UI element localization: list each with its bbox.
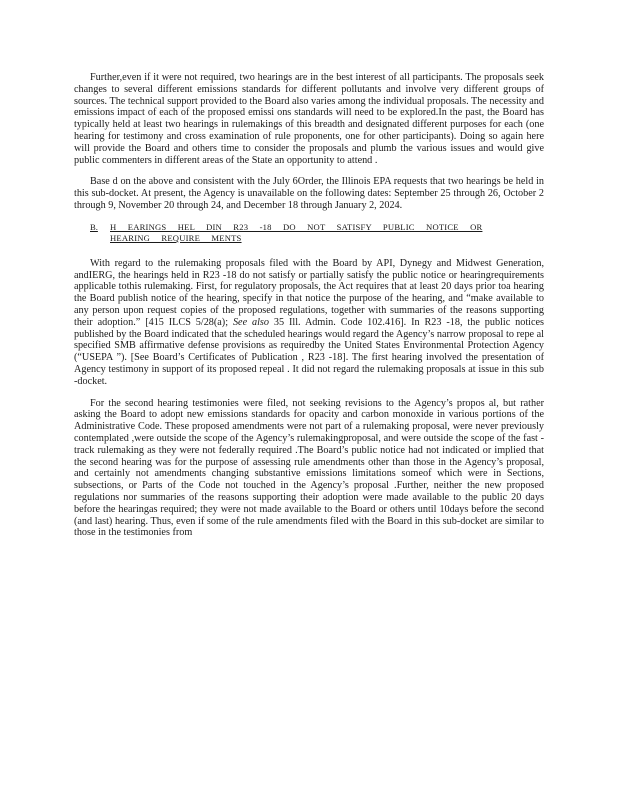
paragraph-second-hearing: For the second hearing testimonies were filed, not seeking revisions to the Agency’s propos al, but rather asking the Board to adopt new emissions standards for opacity and carbon monoxide in various portions of the Administrative Code. These proposed amendments were not part of a rulemaking proposal, were never previously contemplated ,were outside the scope of the Agency’s rulemakingproposal, and were outside the scope of the fast - track rulemaking as they were not federally required .The Board’s public notice had not indicated or implied that the second hearing was for the purpose of assessing rule amendments other than those in the Agency’s proposal, and certainly not amendments changing substantive emissions limitations someof which were in Sections, subsections, or Parts of the Code not touched in the Agency’s proposal .Further, neither the new proposed regulations nor summaries of the reasons supporting their adoption were made available to the public 20 days before the hearingas required; they were not made available to the Board or others until 10days before the second (and last) hearing. Thus, even if some of the rule amendments filed with the Board in this sub-docket are similar to those in the testimonies from (74, 397, 544, 539)
paragraph-request-two-hearings: Base d on the above and consistent with the July 6Order, the Illinois EPA requests that two hearings be held in this sub-docket. At present, the Agency is unavailable on the following dates: September 25 through 26, October 2 through 9, November 20 through 24, and December 18 through January 2, 2024. (74, 176, 544, 211)
section-heading-text: H EARINGS HEL DIN R23 -18 DO NOT SATISFY PUBLIC NOTICE OR HEARING REQUIRE MENTS (110, 221, 483, 243)
paragraph-public-notice (74, 258, 544, 388)
paragraph-public-notice-part2: 35 Ill. Admin. Code 102.416]. In R23 -18, the public notices published by the Board indicated that the scheduled hearings would regard the Agency’s narrow proposal to repe al specified SMB affirmative defense provisions as requiredby the United States Environmental Protection Agency (“USEPA ”). [See Board’s Certificates of Publication , R23 -18]. The first hearing involved the presentation of Agency testimony in support of its proposed repeal . It did not regard the rulemaking proposals at issue in this sub -docket. (74, 316, 545, 387)
see-also-citation: See also (232, 316, 269, 328)
section-heading-b (74, 222, 544, 244)
section-heading-letter: B. (90, 221, 98, 232)
paragraph-further-hearings: Further,even if it were not required, two hearings are in the best interest of all participants. The proposals seek changes to several different emissions standards for different pollutants and involve very different groups of sources. The technical support provided to the Board also varies among the individual proposals. The necessity and emissions impact of each of the proposed emissi ons standards will need to be explored.In the past, the Board has typically held at least two hearings in rulemakings of this breadth and designated different purposes for each (one hearing for testimony and cross examination of rule proponents, one for other participants). Doing so again here will provide the Board and others time to consider the proposals and plumb the various issues and would give public commenters in different areas of the State an opportunity to attend . (74, 72, 544, 166)
paragraph-public-notice-part1: With regard to the rulemaking proposals filed with the Board by API, Dynegy and Midwest Generation, andIERG, the hearings held in R23 -18 do not satisfy or partially satisfy the public notice or hearingrequirements applicable tothis rulemaking. First, for regulatory proposals, the Act requires that at least 20 days prior toa hearing the Board publish notice of the hearing, specify in that notice the purpose of the hearing, and “make available to any person upon request copies of the proposed regulations, together with summaries of the reasons supporting their adoption.” [415 ILCS 5/28(a); (74, 257, 544, 328)
